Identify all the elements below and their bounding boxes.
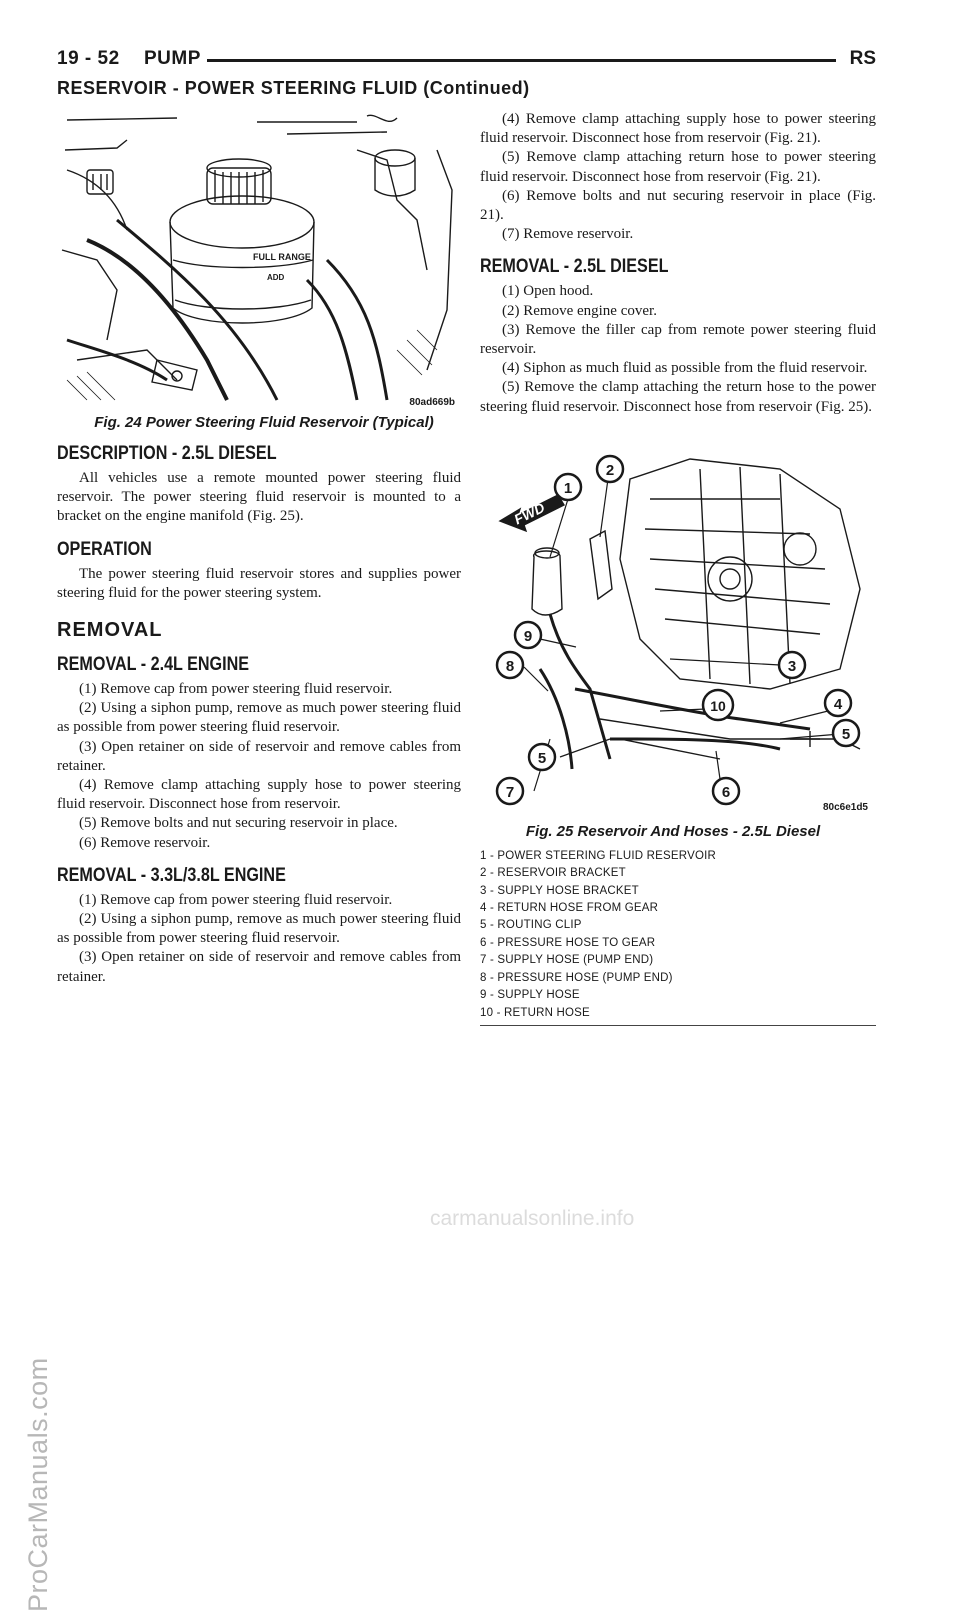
callout-2: 2 (605, 461, 615, 479)
removal-heading: REMOVAL (57, 619, 163, 642)
page-header (57, 46, 876, 76)
full-range-label: FULL RANGE (253, 252, 311, 262)
watermark-text: ProCarManuals.com (23, 1357, 53, 1612)
removal-25-step: (5) Remove the clamp attaching the return hose to the power steering fluid reservoir. Disconnect hose from reservoir (Fig. 25). (480, 379, 876, 415)
removal-33-step: (4) Remove clamp attaching supply hose to power steering fluid reservoir. Disconnect hose from reservoir (Fig. 21). (480, 111, 876, 147)
legend-item: 8 - PRESSURE HOSE (PUMP END) (480, 971, 673, 984)
figure-24-illustration (57, 110, 461, 410)
removal-25-step: (2) Remove engine cover. (502, 302, 657, 319)
continued-title: RESERVOIR - POWER STEERING FLUID (Continued) (57, 78, 530, 98)
legend-item: 7 - SUPPLY HOSE (PUMP END) (480, 954, 654, 967)
removal-33-step: (3) Open retainer on side of reservoir and remove cables from retainer. (57, 949, 461, 985)
callout-3: 3 (787, 657, 797, 675)
callout-1: 1 (563, 479, 573, 497)
removal-33-heading: REMOVAL - 3.3L/3.8L ENGINE (57, 864, 286, 886)
removal-33-step: (7) Remove reservoir. (502, 226, 634, 243)
legend-item: 1 - POWER STEERING FLUID RESERVOIR (480, 849, 716, 862)
callout-5: 5 (841, 725, 851, 743)
figure-25-caption: Fig. 25 Reservoir And Hoses - 2.5L Diesel (525, 822, 821, 840)
legend-item: 3 - SUPPLY HOSE BRACKET (480, 884, 639, 897)
removal-33-step: (6) Remove bolts and nut securing reservoir in place (Fig. 21). (480, 187, 876, 224)
removal-25-heading: REMOVAL - 2.5L DIESEL (480, 256, 669, 278)
removal-24-step: (1) Remove cap from power steering fluid reservoir. (79, 681, 393, 698)
left-column (57, 110, 461, 987)
removal-25-step: (1) Open hood. (502, 283, 594, 300)
vehicle-code: RS (849, 48, 876, 69)
removal-33-step: (2) Using a siphon pump, remove as much power steering fluid as possible from power steering fluid reservoir. (57, 911, 461, 947)
description-text: All vehicles use a remote mounted power steering fluid reservoir. The power steering fluid reservoir is mounted to a bracket on the engine manifold (Fig. 25). (57, 470, 461, 525)
figure-25-id: 80c6e1d5 (822, 801, 868, 813)
figure-24-caption: Fig. 24 Power Steering Fluid Reservoir (Typical) (94, 414, 434, 431)
page-number: 19 - 52 (57, 48, 120, 69)
footer-watermark: carmanualsonline.info (430, 1207, 635, 1230)
figure-25-illustration (480, 439, 876, 819)
removal-25-step: (3) Remove the filler cap from remote power steering fluid reservoir. (480, 321, 876, 358)
operation-text: The power steering fluid reservoir stores and supplies power steering fluid for the power steering system. (57, 565, 461, 601)
reservoir-illustration (57, 110, 461, 410)
description-heading: DESCRIPTION - 2.5L DIESEL (57, 443, 277, 464)
figure-24-id: 80ad669b (409, 397, 455, 408)
removal-24-step: (4) Remove clamp attaching supply hose to power steering fluid reservoir. Disconnect hose from reservoir. (57, 777, 461, 813)
engine-hoses-illustration (480, 439, 876, 819)
header-rule (207, 59, 836, 62)
operation-heading: OPERATION (57, 538, 152, 560)
legend-item: 6 - PRESSURE HOSE TO GEAR (480, 936, 656, 949)
legend-item: 10 - RETURN HOSE (480, 1006, 590, 1019)
callout-6: 6 (721, 783, 731, 801)
removal-25-step: (4) Siphon as much fluid as possible from the fluid reservoir. (502, 360, 868, 377)
callout-10: 10 (710, 697, 726, 714)
removal-33-step: (1) Remove cap from power steering fluid reservoir. (79, 891, 393, 908)
callout-4: 4 (833, 695, 843, 713)
legend-item: 5 - ROUTING CLIP (480, 919, 582, 932)
figure-25-legend (480, 848, 876, 1026)
removal-24-step: (2) Using a siphon pump, remove as much power steering fluid as possible from power steering fluid reservoir. (57, 700, 461, 736)
add-label: ADD (267, 273, 285, 282)
legend-item: 2 - RESERVOIR BRACKET (480, 867, 626, 880)
callout-5b: 5 (537, 749, 547, 767)
section-name: PUMP (144, 48, 201, 69)
callout-8: 8 (505, 657, 515, 675)
side-watermark (6, 400, 53, 1612)
callout-7: 7 (505, 783, 515, 801)
removal-33-step: (5) Remove clamp attaching return hose to power steering fluid reservoir. Disconnect hose from reservoir (Fig. 21). (480, 149, 876, 185)
right-column (480, 110, 876, 1026)
removal-24-step: (5) Remove bolts and nut securing reservoir in place. (79, 815, 398, 832)
fwd-label: FWD (511, 498, 548, 528)
legend-item: 9 - SUPPLY HOSE (480, 989, 580, 1002)
removal-24-heading: REMOVAL - 2.4L ENGINE (57, 654, 250, 676)
removal-24-step: (3) Open retainer on side of reservoir and remove cables from retainer. (57, 738, 461, 774)
legend-item: 4 - RETURN HOSE FROM GEAR (480, 902, 659, 915)
callout-9: 9 (523, 627, 533, 645)
removal-24-step: (6) Remove reservoir. (79, 834, 211, 851)
